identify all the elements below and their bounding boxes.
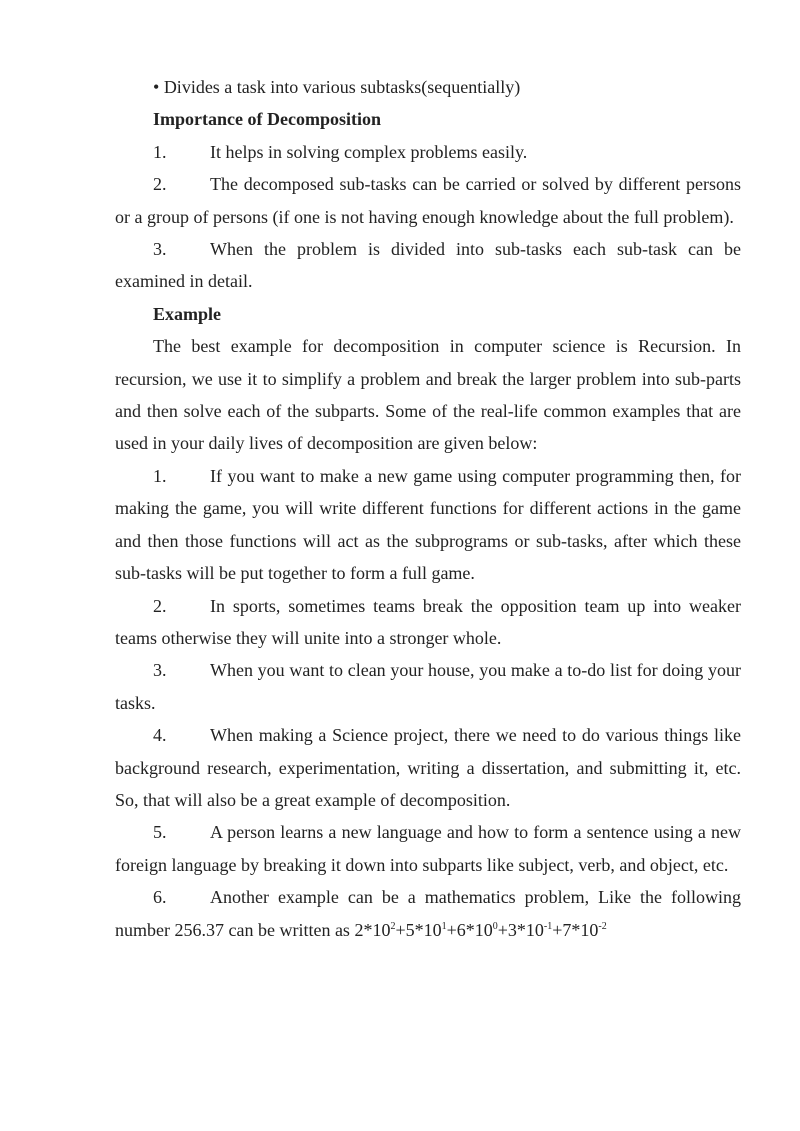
list-item bbox=[115, 719, 741, 816]
formula-term bbox=[395, 920, 446, 940]
formula-exponent: -2 bbox=[598, 920, 607, 932]
list-text: When you want to clean your house, you make a to-do list for doing your tasks. bbox=[115, 660, 741, 713]
formula-exponent: 1 bbox=[441, 920, 447, 932]
list-text: Another example can be a mathematics problem, Like the following number 256.37 can be written as bbox=[115, 887, 741, 940]
list-item bbox=[115, 590, 741, 655]
formula-term bbox=[552, 920, 607, 940]
formula-term bbox=[447, 920, 498, 940]
list-text: When making a Science project, there we need to do various things like background research, experimentation, writing a dissertation, and submitting it, etc. So, that will also be a great example of decomposition. bbox=[115, 725, 741, 810]
bullet-item bbox=[115, 71, 741, 103]
list-item bbox=[115, 168, 741, 233]
list-item bbox=[115, 881, 741, 946]
formula-base: +5*10 bbox=[395, 919, 442, 940]
math-formula bbox=[354, 920, 606, 940]
formula-base: +7*10 bbox=[552, 919, 599, 940]
list-text: When the problem is divided into sub-tasks each sub-task can be examined in detail. bbox=[115, 239, 741, 292]
list-text: The decomposed sub-tasks can be carried or solved by different persons or a group of persons (if one is not having enough knowledge about the full problem). bbox=[115, 174, 741, 227]
list-number: 1. bbox=[153, 465, 167, 486]
list-item bbox=[115, 233, 741, 298]
formula-term bbox=[354, 920, 395, 940]
list-number: 4. bbox=[153, 725, 167, 746]
formula-base: +6*10 bbox=[446, 919, 493, 940]
section-heading-importance: Importance of Decomposition bbox=[153, 109, 381, 130]
list-number: 2. bbox=[153, 595, 167, 616]
list-number: 2. bbox=[153, 174, 167, 195]
list-item bbox=[115, 654, 741, 719]
list-number: 3. bbox=[153, 660, 167, 681]
list-text: In sports, sometimes teams break the opposition team up into weaker teams otherwise they will unite into a stronger whole. bbox=[115, 595, 741, 648]
formula-base: 2*10 bbox=[354, 919, 391, 940]
formula-exponent: -1 bbox=[543, 920, 553, 932]
list-item bbox=[115, 136, 741, 168]
list-item bbox=[115, 460, 741, 590]
bullet-text: Divides a task into various subtasks(sequentially) bbox=[163, 77, 521, 97]
list-text: If you want to make a new game using computer programming then, for making the game, you will write different functions for different actions in the game and then those functions will act as the subprograms or sub-tasks, after which these sub-tasks will be put together to form a full game. bbox=[115, 465, 741, 584]
list-number: 3. bbox=[153, 239, 167, 260]
bullet-icon: • bbox=[153, 77, 160, 97]
list-number: 5. bbox=[153, 822, 167, 843]
formula-term bbox=[498, 920, 553, 940]
list-text: A person learns a new language and how to form a sentence using a new foreign language by breaking it down into subparts like subject, verb, and object, etc. bbox=[115, 822, 741, 875]
section-heading-example: Example bbox=[153, 303, 222, 324]
formula-exponent: 0 bbox=[492, 920, 498, 932]
formula-base: +3*10 bbox=[497, 919, 544, 940]
example-intro-paragraph: The best example for decomposition in computer science is Recursion. In recursion, we use it to simplify a problem and break the larger problem into sub-parts and then solve each of the subparts. Some of the real-life common examples that are used in your daily lives of decomposition are given below: bbox=[115, 336, 741, 454]
list-text: It helps in solving complex problems easily. bbox=[210, 141, 528, 162]
document-body bbox=[115, 71, 741, 946]
list-item bbox=[115, 816, 741, 881]
list-number: 6. bbox=[153, 887, 167, 908]
formula-exponent: 2 bbox=[390, 920, 396, 932]
list-number: 1. bbox=[153, 141, 167, 162]
